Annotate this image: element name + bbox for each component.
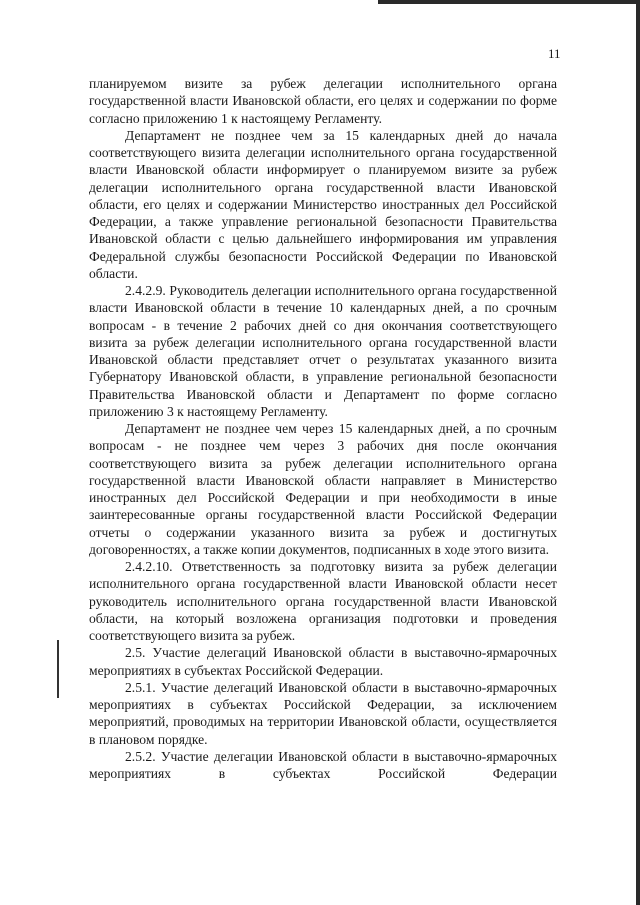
paragraph-department-informs: Департамент не позднее чем за 15 календарных дней до начала соответствующего визита делегации исполнительного органа государственной власти Ивановской области информирует о планируемом визите за рубеж делегации исполнительного органа государственной власти Ивановской области, его целях и содержании Министерство иностранных дел Российской Федерации, а также управление региональной безопасности Правительства Ивановской области с целью дальнейшего информирования им управления Федеральной службы безопасности Российской Федерации по Ивановской области. — [89, 127, 557, 281]
page-number: 11 — [548, 46, 561, 61]
paragraph-continuation: планируемом визите за рубеж делегации исполнительного органа государственной власти Ивановской области, его целях и содержании по форме согласно приложению 1 к настоящему Регламенту. — [89, 76, 557, 126]
scan-edge-right — [636, 0, 640, 905]
paragraph-2-4-2-10: 2.4.2.10. Ответственность за подготовку визита за рубеж делегации исполнительного органа государственной власти Ивановской области несет руководитель исполнительного органа государственной власти Ивановской области, на который возложена организация подготовки и проведения соответствующего визита за рубеж. — [89, 559, 557, 643]
paragraph-department-report: Департамент не позднее чем через 15 календарных дней, а по срочным вопросам - не позднее чем через 3 рабочих дня после окончания соответствующего визита за рубеж делегации исполнительного органа государственной власти Ивановской области направляет в Министерство иностранных дел Российской Федерации и при необходимости в иные заинтересованные органы государственной власти Российской Федерации отчеты о содержании указанного визита за рубеж и достигнутых договоренностях, а также копии документов, подписанных в ходе этого визита. — [89, 421, 557, 557]
document-body — [89, 75, 557, 782]
section-heading-2-5: 2.5. Участие делегаций Ивановской области в выставочно-ярмарочных мероприятиях в субъектах Российской Федерации. — [89, 645, 557, 678]
paragraph-2-5-1: 2.5.1. Участие делегаций Ивановской области в выставочно-ярмарочных мероприятиях в субъектах Российской Федерации, за исключением мероприятий, проводимых на территории Ивановской области, осуществляется в плановом порядке. — [89, 679, 557, 747]
paragraph-2-4-2-9: 2.4.2.9. Руководитель делегации исполнительного органа государственной власти Ивановской области в течение 10 календарных дней, а по срочным вопросам - в течение 2 рабочих дней со дня окончания соответствующего визита за рубеж делегации исполнительного органа государственной власти Ивановской области представляет отчет о результатах указанного визита Губернатору Ивановской области, в управление региональной безопасности Правительства Ивановской области и Департамент по форме согласно приложению 3 к настоящему Регламенту. — [89, 283, 557, 419]
margin-mark — [57, 640, 59, 698]
paragraph-2-5-2: 2.5.2. Участие делегации Ивановской области в выставочно-ярмарочных мероприятиях в субъектах Российской Федерации — [89, 748, 557, 781]
scan-edge-top — [378, 0, 640, 4]
